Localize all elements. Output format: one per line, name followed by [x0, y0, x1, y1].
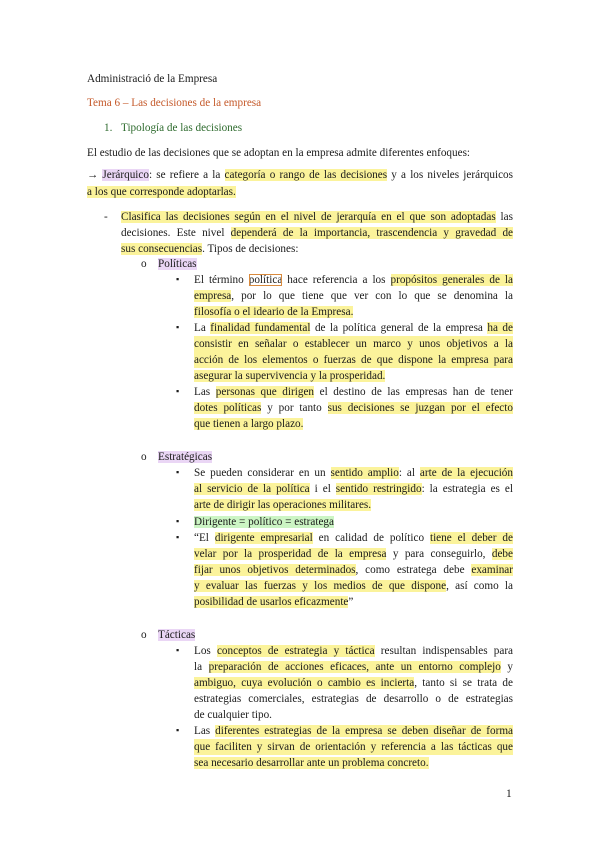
highlight-run: a los que corresponde adoptarlas.	[87, 186, 236, 198]
estrategicas-b3-line-1	[194, 530, 513, 546]
clasifica-line-2	[121, 225, 513, 241]
highlight-run: finalidad fundamental	[210, 322, 311, 334]
text-run: La	[194, 322, 211, 334]
text-run: y por tanto	[261, 402, 328, 414]
text-run: , tanto si se trata de	[414, 677, 513, 689]
text-run: Se pueden considerar en un	[194, 467, 331, 479]
tacticas-title: Tácticas	[158, 629, 196, 641]
tacticas-b1-line-1	[194, 643, 513, 659]
intro-text: El estudio de las decisiones que se adoptan en la empresa admite diferentes enfoques:	[87, 147, 471, 159]
bullet-icon: ▪	[176, 532, 180, 542]
text-run: El término	[194, 274, 249, 286]
highlight-run: dotes políticas	[194, 402, 262, 414]
dash-marker	[104, 209, 108, 225]
jerarquico-line-1	[87, 167, 513, 183]
estrategicas-marker	[141, 449, 147, 465]
estrategicas-b1-line-1	[194, 465, 513, 481]
text-run: Las	[194, 386, 216, 398]
text-run: . Tipos de decisiones:	[202, 243, 299, 255]
highlight-run: tiene el deber de	[429, 532, 513, 544]
course-text: Administració de la Empresa	[87, 73, 218, 85]
bullet-icon: ▪	[176, 467, 180, 477]
highlight-run: acción de los elementos o fuerzas de que dispone la empresa para	[194, 354, 513, 366]
highlight-run: filosofía o el ideario de la Empresa.	[194, 306, 354, 318]
politicas-b3-line-3	[194, 416, 303, 432]
text-run: de la política general de la empresa	[310, 322, 488, 334]
highlight-run: Clasifica las decisiones según en el nivel de jerarquía en el que son adoptadas	[121, 211, 496, 223]
highlight-run: propósitos generales de la	[390, 274, 513, 286]
tacticas-b1-line-4	[194, 691, 513, 707]
politicas-b2-line-3	[194, 352, 513, 368]
highlight-run: debe	[491, 548, 513, 560]
tacticas-b1-line-3	[194, 675, 513, 691]
green-highlight-run: Dirigente = político = estratega	[194, 516, 334, 528]
dash-text: -	[104, 211, 108, 223]
highlight-run: ha de	[487, 322, 513, 334]
text-run: : se refiere a la	[148, 169, 225, 181]
text-run: el destino de las empresas han de tener	[314, 386, 513, 398]
bullet-icon: ▪	[176, 322, 180, 332]
highlight-run: sentido restringido	[335, 483, 422, 495]
politicas-heading	[158, 256, 197, 272]
politicas-b3-line-1	[194, 384, 513, 400]
text-run: de cualquier tipo.	[194, 709, 272, 721]
highlight-run: sus decisiones se juzgan por el efecto	[327, 402, 513, 414]
estrategicas-b3-line-3	[194, 562, 513, 578]
highlight-run: asegurar la supervivencia y la prosperidad.	[194, 370, 386, 382]
section-number: 1.	[104, 122, 113, 134]
circle-marker: o	[141, 258, 147, 270]
highlight-run: diferentes estrategias de la empresa se deben diseñar de forma	[215, 725, 513, 737]
highlight-run: sea necesario desarrollar ante un problema concreto.	[194, 757, 429, 769]
boxed-term: política	[248, 274, 283, 286]
text-run: Las	[194, 725, 216, 737]
politicas-b1-line-1	[194, 272, 513, 288]
highlight-run: y evaluar las fuerzas y los medios de que dispone	[194, 580, 447, 592]
estrategicas-b2-line-1	[194, 514, 334, 530]
highlight-run: fijar unos objetivos determinados	[194, 564, 356, 576]
intro-paragraph	[87, 145, 470, 161]
text-run: “El	[194, 532, 215, 544]
section-title: Tipología de las decisiones	[121, 122, 243, 134]
tacticas-marker	[141, 627, 147, 643]
highlight-run: arte de la ejecución	[419, 467, 513, 479]
circle-marker: o	[141, 451, 147, 463]
highlight-run: dirigente empresarial	[214, 532, 313, 544]
bullet-icon: ▪	[176, 725, 180, 735]
text-run: y para conseguirlo,	[386, 548, 492, 560]
text-run: decisiones. Este nivel	[121, 227, 231, 239]
text-run: en calidad de político	[312, 532, 430, 544]
estrategicas-b3-line-5	[194, 594, 353, 610]
highlight-run: conceptos de estrategia y táctica	[216, 645, 375, 657]
highlight-run: preparación de acciones eficaces, ante un entorno complejo	[208, 661, 501, 673]
page-number: 1	[506, 788, 512, 800]
text-run: la	[194, 661, 209, 673]
text-run: estrategias comerciales, estrategias de desarrollo o de estrategias	[194, 693, 513, 705]
tacticas-b2-line-1	[194, 723, 513, 739]
highlight-run: empresa	[194, 290, 232, 302]
section-heading	[104, 120, 243, 136]
topic-title	[87, 95, 261, 111]
estrategicas-b3-line-4	[194, 578, 513, 594]
politicas-b2-line-2	[194, 336, 513, 352]
clasifica-line-3	[121, 241, 298, 257]
highlight-run: sus consecuencias	[121, 243, 203, 255]
jerarquico-term: Jerárquico	[102, 169, 149, 181]
highlight-run: examinar	[471, 564, 513, 576]
highlight-run: dependerá de la importancia, trascendencia y gravedad de	[230, 227, 514, 239]
text-run: resultan indispensables para	[374, 645, 514, 657]
text-run: , por lo que tiene que ver con lo que se denomina la	[231, 290, 513, 302]
estrategicas-b1-line-2	[194, 481, 513, 497]
politicas-title: Políticas	[158, 258, 197, 270]
politicas-b2-line-1	[194, 320, 513, 336]
estrategicas-heading	[158, 449, 212, 465]
circle-marker: o	[141, 629, 147, 641]
estrategicas-title: Estratégicas	[158, 451, 213, 463]
tacticas-heading	[158, 627, 195, 643]
highlight-run: categoría o rango de las decisiones	[224, 169, 388, 181]
bullet-icon: ▪	[176, 274, 180, 284]
estrategicas-b1-line-3	[194, 497, 371, 513]
highlight-run: posibilidad de usarlos eficazmente	[194, 596, 349, 608]
highlight-run: que faciliten y sirvan de orientación y referencia a las tácticas que	[194, 741, 513, 753]
clasifica-line-1	[121, 209, 513, 225]
jerarquico-line-2	[87, 184, 236, 200]
text-run: : al	[398, 467, 420, 479]
course-title	[87, 71, 217, 87]
text-run: ”	[348, 596, 354, 608]
bullet-icon: ▪	[176, 386, 180, 396]
highlight-run: ambiguo, cuya evolución o cambio es incierta	[194, 677, 415, 689]
bullet-icon: ▪	[176, 516, 180, 526]
highlight-run: velar por la prosperidad de la empresa	[194, 548, 387, 560]
text-run: Los	[194, 645, 217, 657]
highlight-run: personas que dirigen	[215, 386, 314, 398]
highlight-run: arte de dirigir las operaciones militares.	[194, 499, 372, 511]
topic-text: Tema 6 – Las decisiones de la empresa	[87, 97, 262, 109]
arrow-icon: →	[87, 169, 99, 181]
tacticas-b2-line-2	[194, 739, 513, 755]
text-run: , como estratega debe	[355, 564, 472, 576]
text-run: y a los niveles jerárquicos	[387, 169, 514, 181]
bullet-icon: ▪	[176, 645, 180, 655]
highlight-run: al servicio de la política	[194, 483, 310, 495]
tacticas-b1-line-5	[194, 707, 272, 723]
tacticas-b1-line-2	[194, 659, 513, 675]
estrategicas-b3-line-2	[194, 546, 513, 562]
politicas-b1-line-3	[194, 304, 353, 320]
text-run: las	[495, 211, 513, 223]
highlight-run: que tienen a largo plazo.	[194, 418, 304, 430]
text-run: y	[500, 661, 514, 673]
highlight-run: sentido amplio	[330, 467, 399, 479]
tacticas-b2-line-3	[194, 755, 429, 771]
politicas-b3-line-2	[194, 400, 513, 416]
politicas-b1-line-2	[194, 288, 513, 304]
highlight-run: consistir en señalar o establecer un marco y unos objetivos a la	[194, 338, 513, 350]
politicas-b2-line-4	[194, 368, 385, 384]
text-run: : la estrategia es el	[421, 483, 513, 495]
text-run: hace referencia a los	[282, 274, 391, 286]
text-run: , así como la	[446, 580, 513, 592]
politicas-marker	[141, 256, 147, 272]
text-run: i el	[309, 483, 336, 495]
